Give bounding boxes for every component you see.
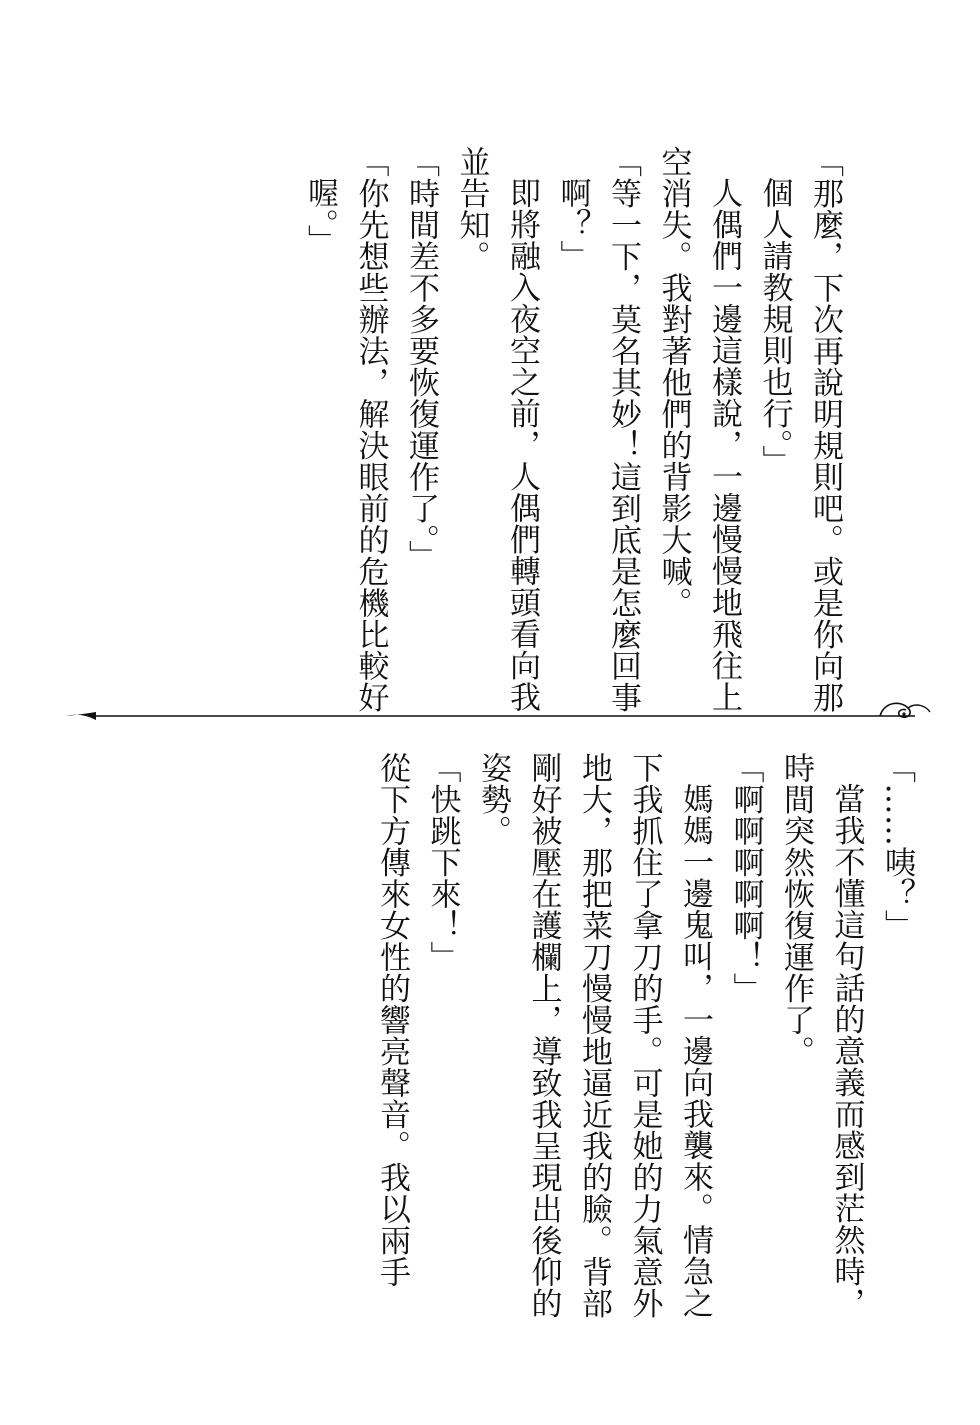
dialogue-line: 「你先想些辦法，解決眼前的危機比較好 xyxy=(352,146,389,713)
narration-line-continued: 時間突然恢復運作了。 xyxy=(778,752,814,1067)
narration-line-continued: 地大，那把菜刀慢慢地逼近我的臉。背部 xyxy=(576,752,612,1319)
dialogue-line: 「時間差不多要恢復運作了。」 xyxy=(403,146,439,572)
dialogue-line: 「等一下，莫名其妙！這到底是怎麼回事 xyxy=(605,146,641,713)
dialogue-line-continued: 啊？」 xyxy=(554,177,591,272)
dialogue-line: 「……咦？」 xyxy=(879,752,915,941)
dialogue-line: 「快跳下來！」 xyxy=(424,752,461,973)
narration-line: 媽媽一邊鬼叫，一邊向我襲來。情急之 xyxy=(677,783,713,1319)
narration-line-continued: 下我抓住了拿刀的手。可是她的力氣意外 xyxy=(626,752,663,1319)
section-divider-ornament xyxy=(0,690,980,740)
narration-line: 即將融入夜空之前，人偶們轉頭看向我 xyxy=(504,177,540,713)
narration-line: 人偶們一邊這樣說，一邊慢慢地飛往上 xyxy=(706,177,742,713)
top-text-section xyxy=(295,146,851,713)
narration-line-continued: 姿勢。 xyxy=(475,752,511,847)
narration-line: 從下方傳來女性的響亮聲音。我以兩手 xyxy=(374,752,410,1288)
dialogue-line: 「啊啊啊啊啊！」 xyxy=(727,752,764,1004)
bottom-text-section xyxy=(367,752,923,1319)
narration-line-continued: 並告知。 xyxy=(453,146,490,272)
narration-line-continued: 剛好被壓在護欄上，導致我呈現出後仰的 xyxy=(525,752,562,1319)
dialogue-line-continued: 個人請教規則也行。」 xyxy=(756,177,793,477)
narration-line: 當我不懂這句話的意義而感到茫然時， xyxy=(828,783,865,1319)
dialogue-line-continued: 喔。」 xyxy=(302,177,338,256)
narration-line-continued: 空消失。我對著他們的背影大喊。 xyxy=(655,146,692,619)
dialogue-line: 「那麼，下次再說明規則吧。或是你向那 xyxy=(807,146,843,713)
